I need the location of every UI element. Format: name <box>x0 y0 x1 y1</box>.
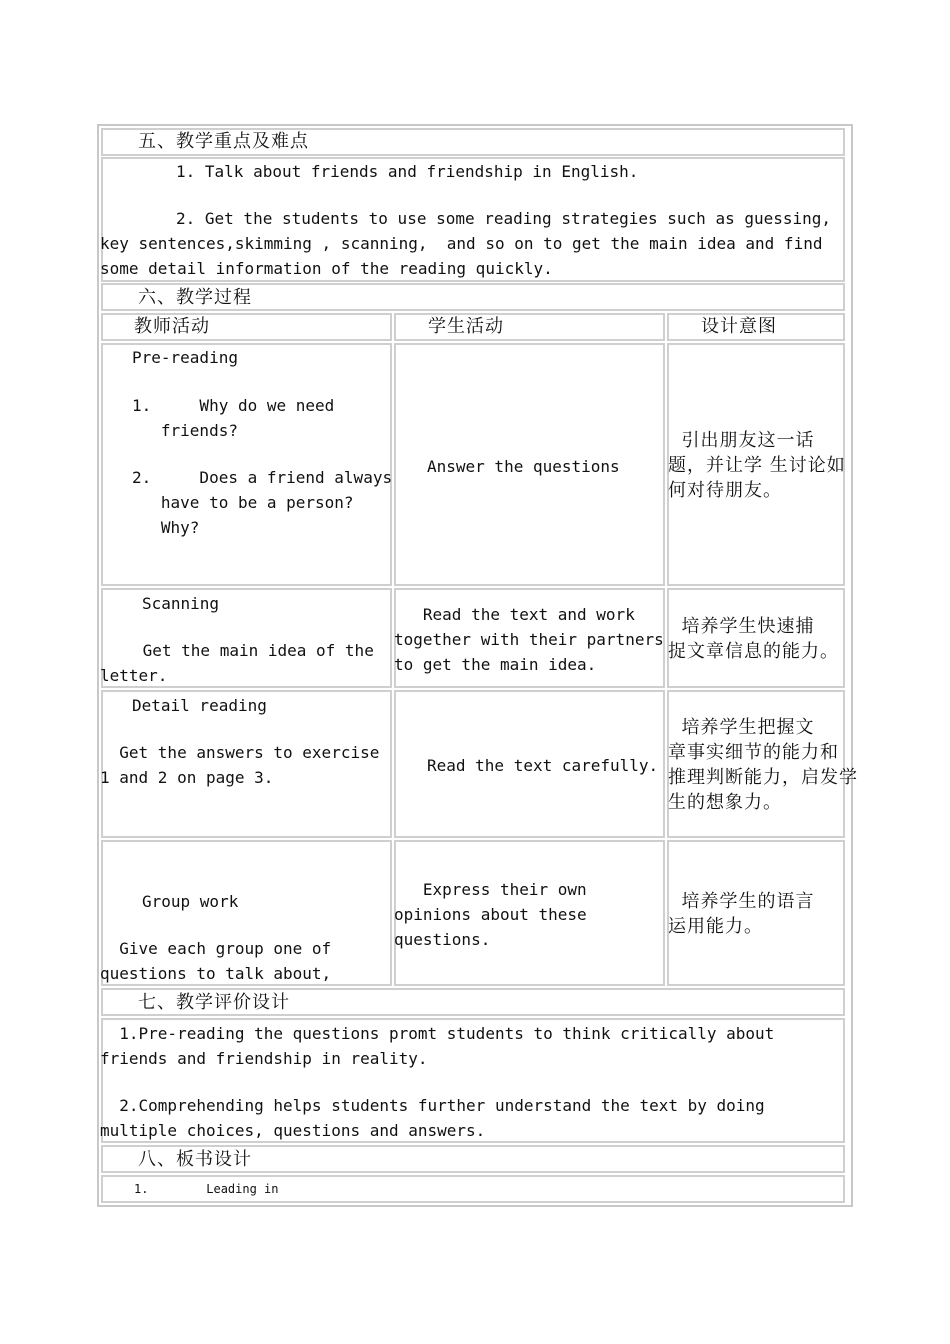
row1-purpose-line: 引出朋友这一话 <box>668 430 815 451</box>
row3-purpose-line: 推理判断能力，启发学 <box>668 767 858 788</box>
row1-teacher-line: Why? <box>132 518 200 537</box>
row1-student-line: Answer the questions <box>427 457 620 476</box>
row1-teacher-line: 2. Does a friend always <box>132 468 393 487</box>
section-6-title: 六、教学过程 <box>138 287 252 308</box>
section-7-title: 七、教学评价设计 <box>138 992 290 1013</box>
row2-purpose-line: 捉文章信息的能力。 <box>668 641 839 662</box>
row4-teacher-line: Group work <box>142 892 239 911</box>
row2-student-line: together with their partners <box>394 630 664 649</box>
header-purpose: 设计意图 <box>701 316 777 337</box>
row4-teacher-line: questions to talk about, <box>100 964 332 983</box>
row1-teacher-line: have to be a person? <box>132 493 354 512</box>
row4-student-line: opinions about these <box>394 905 587 924</box>
row4-purpose-line: 培养学生的语言 <box>668 891 815 912</box>
evaluation-line: multiple choices, questions and answers. <box>100 1121 486 1140</box>
row1-purpose-line: 何对待朋友。 <box>668 480 782 501</box>
row4-purpose-line: 运用能力。 <box>668 916 763 937</box>
focus-point-2-line-1: 2. Get the students to use some reading strategies such as guessing, <box>176 209 832 228</box>
row2-teacher-line: letter. <box>100 666 168 685</box>
focus-point-2-line-3: some detail information of the reading quickly. <box>100 259 553 278</box>
row3-teacher-line: Detail reading <box>132 696 267 715</box>
row4-student-line: Express their own <box>394 880 587 899</box>
row3-student-line: Read the text carefully. <box>427 756 659 775</box>
evaluation-line: 2.Comprehending helps students further understand the text by doing <box>100 1096 765 1115</box>
row4-teacher-line: Give each group one of <box>100 939 332 958</box>
row3-teacher-line: Get the answers to exercise <box>100 743 380 762</box>
row2-teacher-line: Get the main idea of the <box>133 641 374 660</box>
section-8-title: 八、板书设计 <box>138 1149 252 1170</box>
board-item-1: 1. Leading in <box>134 1182 279 1196</box>
row1-teacher-line: 1. Why do we need <box>132 396 335 415</box>
row3-teacher-line: 1 and 2 on page 3. <box>100 768 274 787</box>
row3-purpose-line: 培养学生把握文 <box>668 717 815 738</box>
focus-point-1: 1. Talk about friends and friendship in English. <box>176 162 639 181</box>
row3-purpose-line: 章事实细节的能力和 <box>668 742 839 763</box>
section-5-title: 五、教学重点及难点 <box>138 131 309 152</box>
row4-student-line: questions. <box>394 930 491 949</box>
row3-purpose-line: 生的想象力。 <box>668 792 782 813</box>
evaluation-line: 1.Pre-reading the questions promt students to think critically about <box>100 1024 775 1043</box>
row2-teacher-line: Scanning <box>142 594 220 613</box>
focus-point-2-line-2: key sentences,skimming , scanning, and so on to get the main idea and find <box>100 234 823 253</box>
header-student: 学生活动 <box>428 316 504 337</box>
row2-purpose-line: 培养学生快速捕 <box>668 616 815 637</box>
evaluation-line: friends and friendship in reality. <box>100 1049 428 1068</box>
header-teacher: 教师活动 <box>134 316 210 337</box>
row1-purpose-line: 题，并让学 生讨论如 <box>668 455 846 476</box>
row1-teacher-line: Pre-reading <box>132 348 238 367</box>
row2-student-line: Read the text and work <box>394 605 635 624</box>
row1-teacher-line: friends? <box>132 421 238 440</box>
row2-student-line: to get the main idea. <box>394 655 597 674</box>
